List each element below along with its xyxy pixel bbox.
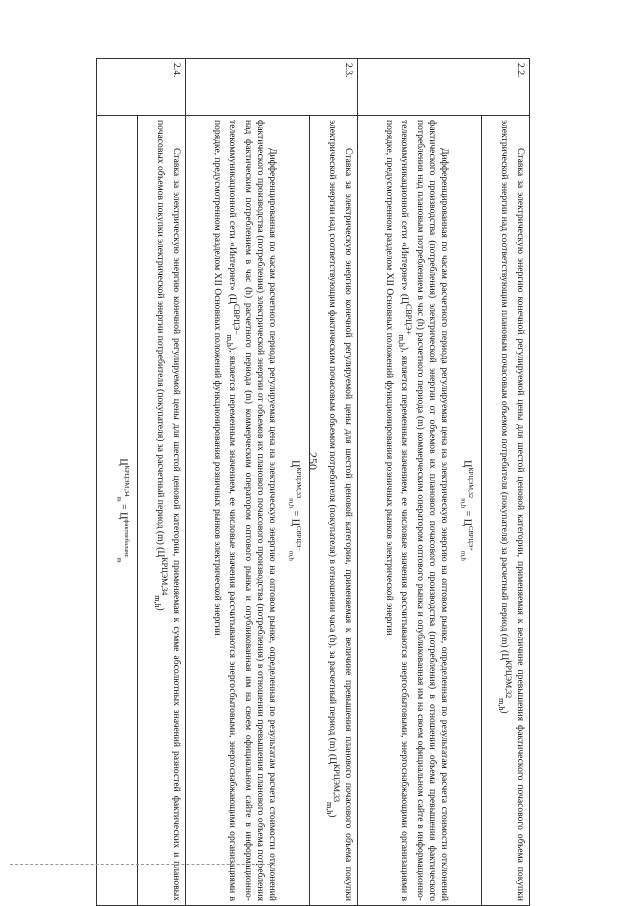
formula-lhs-sub: m,h (459, 498, 467, 509)
tariff-table (96, 58, 530, 906)
body-sup: СВРЦЭ− (231, 303, 241, 335)
heading-sub: m,h (324, 802, 334, 815)
heading-sub: m,h (152, 595, 162, 608)
formula-lhs-sup: КРЦЭМ,32 (467, 467, 474, 499)
heading-main: Ставка за электрическую энергию конечной регулируемой цены для шестой ценовой категории, применяемая к величине превышения фактического почасового объема покупки электрической энергии над соответствующим плановым почасовым объемом потребителя (покупателя) за расчетный период (m) (Ц (498, 120, 526, 901)
body-main: Дифференцированная по часам расчетного периода регулируемая цена на электрическую энергию на оптовом рынке, определенная по результатам расчета стоимости отклонений фактического производства (потребления) электрической энергии от объемов их планового почасового производства (потребления) в отношении превышения планового объема потребления над фактическим потреблением в час (h) расчетного периода (m) коммерческим оператором оптового рынка и опубликованная им на своем официальном сайте в информационно-телекоммуникационной сети «Интернет» (Ц (226, 120, 279, 901)
row-heading (482, 116, 530, 906)
formula-lhs: Ц (289, 460, 301, 468)
formula-lhs-sub: m,h (287, 498, 295, 509)
formula (456, 120, 476, 901)
table-row (97, 59, 138, 906)
formula-eq: = Ц (117, 501, 129, 520)
body-sub: m,h (396, 334, 406, 347)
formula (112, 120, 132, 901)
heading-text (150, 120, 182, 901)
row-number: 2.4. (97, 59, 186, 116)
formula-lhs-sup: КРЦЭМ,33 (294, 467, 302, 499)
rotated-table-content (96, 58, 530, 906)
heading-sup: КРЦЭМ,34 (159, 557, 169, 596)
body-main: Дифференцированная по часам расчетного периода регулируемая цена на электрическую энергию на оптовом рынке, определенная по результатам расчета стоимости отклонений фактического производства (потребления) электрической энергии от объемов их планового почасового производства (потребления) в отношении объема превышения фактического потребления над плановым потреблением в час (h) расчетного периода (m) коммерческим оператором оптового рынка и опубликованная им на своем официальном сайте в информационно-телекоммуникационной сети «Интернет» (Ц (398, 120, 451, 901)
formula-lhs-sup: КРЦЭМ,34 (122, 465, 130, 497)
row-heading (137, 116, 185, 906)
heading-end: ) (326, 814, 338, 818)
formula-rhs-sub: m (115, 557, 123, 563)
row-body (185, 116, 309, 906)
row-body (97, 116, 138, 906)
table-row (185, 59, 309, 906)
row-body (357, 116, 481, 906)
heading-sup: КРЦЭМ,32 (503, 660, 513, 699)
body-end: ), является переменным значением, ее числовые значения рассчитываются энергосбытовыми, энергоснабжающими организациями в порядке, предусмотренном разделом XII Основных положений функционирования розничных рынков электрической энергии (211, 120, 238, 901)
formula-rhs-sup: СВРЦЭ− (294, 526, 302, 551)
formula-eq: = Ц (461, 508, 473, 526)
formula-lhs-sub: m (115, 496, 123, 502)
page-number: 250 (306, 452, 320, 470)
heading-end: ) (154, 607, 166, 611)
body-text (382, 120, 450, 901)
formula-rhs-sup: СВРЦЭ+ (467, 526, 474, 551)
heading-main: Ставка за электрическую энергию конечной регулируемой цены для шестой ценовой категории, применяемая к величине превышения планового почасового объема покупки электрической энергии над соответствующим фактическим почасовым объемом потребителя (покупателя) в отношении часа (h), за расчетный период (m) (Ц (326, 120, 354, 901)
body-sub: m,h (224, 334, 234, 347)
formula-eq: = Ц (289, 508, 301, 526)
formula-rhs-sub: m,h (459, 550, 467, 561)
row-heading (309, 116, 357, 906)
formula (284, 120, 304, 901)
formula-lhs: Ц (461, 460, 473, 468)
row-number: 2.2. (357, 59, 529, 116)
formula-lhs: Ц (117, 458, 129, 466)
heading-main: Ставка за электрическую энергию конечной регулируемой цены для шестой ценовой категории, применяемая к сумме абсолютных значений разностей фактических и плановых почасовых объемов покупки электрической энергии потребителя (покупателя) за расчетный период (m) (Ц (154, 120, 182, 901)
heading-text (495, 120, 527, 901)
heading-sub: m,h (496, 698, 506, 711)
row-number: 2.3. (185, 59, 357, 116)
table-row (137, 59, 185, 906)
heading-text (322, 120, 354, 901)
body-sup: СВРЦЭ+ (403, 303, 413, 335)
table-row (357, 59, 481, 906)
heading-end: ) (498, 710, 510, 714)
scan-artifact-line (10, 864, 270, 865)
heading-sup: КРЦЭМ,33 (331, 764, 341, 803)
body-end: ), является переменным значением, ее числовые значения рассчитываются энергосбытовыми, энергоснабжающими организациями в порядке, предусмотренном разделом XII Основных положений функционирования розничных рынков электрической энергии (383, 120, 410, 901)
body-text (210, 120, 278, 901)
formula-rhs-sup: фактнебаланс (122, 519, 130, 558)
formula-rhs-sub: m,h (287, 550, 295, 561)
table-row (309, 59, 357, 906)
table-row (482, 59, 530, 906)
